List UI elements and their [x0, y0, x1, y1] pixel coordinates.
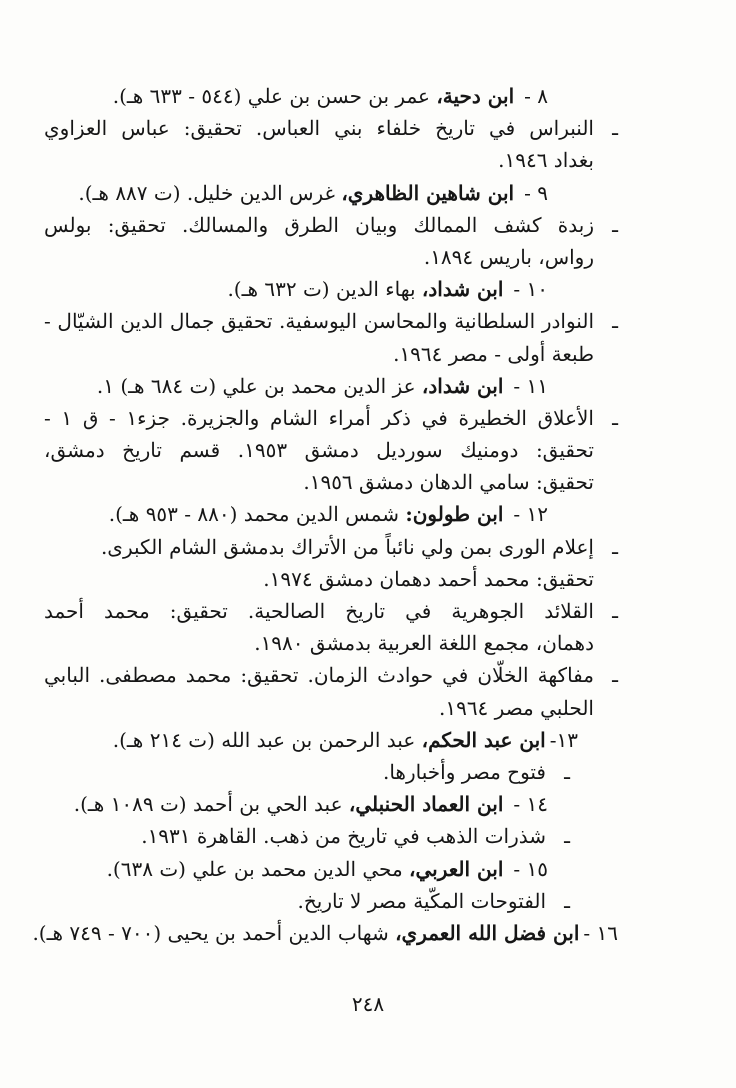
author-details: شمس الدين محمد (٨٨٠ - ٩٥٣ هـ).: [108, 502, 406, 527]
work-continuation: [44, 563, 618, 595]
work-line: [44, 756, 618, 788]
work-text: النبراس في تاريخ خلفاء بني العباس. تحقيق: عباس العزاوي: [44, 116, 594, 141]
work-continuation: [44, 434, 618, 466]
author-details: عبد الحي بن أحمد (ت ١٠٨٩ هـ).: [73, 792, 349, 817]
work-line: [44, 885, 618, 917]
entry-13: [44, 724, 618, 756]
work-text: فتوح مصر وأخبارها.: [382, 759, 546, 784]
work-continuation: [44, 627, 618, 659]
work-text: زبدة كشف الممالك وبيان الطرق والمسالك. تحقيق: بولس: [44, 212, 594, 237]
dash-marker: ـ: [564, 759, 570, 784]
author-name: ابن شداد،: [421, 277, 504, 302]
entry-number: ١١ -: [513, 373, 548, 398]
work-text: النوادر السلطانية والمحاسن اليوسفية. تحقيق جمال الدين الشيّال -: [44, 309, 594, 334]
work-text: تحقيق: دومنيك سورديل دمشق ١٩٥٣. قسم تاريخ دمشق،: [44, 438, 594, 463]
author-name: ابن العماد الحنبلي،: [348, 792, 504, 817]
work-text: الحلبي مصر ١٩٦٤.: [438, 695, 594, 720]
work-text: طبعة أولى - مصر ١٩٦٤.: [393, 341, 594, 366]
dash-marker: ـ: [612, 534, 618, 559]
work-text: مفاكهة الخلّان في حوادث الزمان. تحقيق: محمد مصطفى. البابي: [44, 663, 594, 688]
author-name: ابن دحية،: [436, 84, 515, 108]
work-line: [44, 402, 618, 434]
entry-number: ١٢ -: [513, 502, 548, 527]
work-text: بغداد ١٩٤٦.: [498, 148, 594, 173]
bibliography-page: [32, 80, 618, 949]
entry-12: [44, 498, 618, 530]
work-continuation: [44, 241, 618, 273]
work-continuation: [44, 338, 618, 370]
entry-11: [44, 370, 618, 402]
dash-marker: ـ: [612, 663, 618, 688]
entry-number: ١٠ -: [513, 277, 548, 302]
dash-marker: ـ: [564, 824, 570, 849]
entry-number: ١٥ -: [513, 856, 548, 881]
author-details: شهاب الدين أحمد بن يحيى (٧٠٠ - ٧٤٩ هـ).: [32, 920, 396, 945]
author-details: عبد الرحمن بن عبد الله (ت ٢١٤ هـ).: [112, 727, 422, 752]
work-continuation: [44, 144, 618, 176]
work-line: [44, 659, 618, 691]
work-text: الفتوحات المكّية مصر لا تاريخ.: [297, 888, 546, 913]
author-details: عز الدين محمد بن علي (ت ٦٨٤ هـ) ١.: [96, 373, 422, 398]
author-details: غرس الدين خليل. (ت ٨٨٧ هـ).: [78, 180, 342, 205]
dash-marker: ـ: [612, 599, 618, 623]
work-line: [44, 305, 618, 337]
work-line: [44, 595, 618, 627]
work-text: تحقيق: محمد أحمد دهمان دمشق ١٩٧٤.: [263, 566, 594, 591]
entry-9: [44, 177, 618, 209]
dash-marker: ـ: [612, 116, 618, 141]
dash-marker: ـ: [612, 212, 618, 237]
work-continuation: [44, 692, 618, 724]
entry-number: ٨ -: [524, 84, 548, 108]
work-text: الأعلاق الخطيرة في ذكر أمراء الشام والجزيرة. جزء١ - ق ١ -: [44, 405, 594, 430]
author-name: ابن عبد الحكم،: [421, 727, 546, 752]
work-line: [44, 820, 618, 852]
author-name: ابن شاهين الظاهري،: [341, 180, 515, 205]
dash-marker: ـ: [612, 309, 618, 334]
entry-16: [32, 917, 618, 949]
entry-number: ١٤ -: [513, 792, 548, 817]
work-text: شذرات الذهب في تاريخ من ذهب. القاهرة ١٩٣١.: [141, 824, 546, 849]
work-text: رواس، باريس ١٨٩٤.: [423, 244, 594, 269]
author-name: ابن طولون:: [405, 502, 504, 527]
author-details: عمر بن حسن بن علي (٥٤٤ - ٦٣٣ هـ).: [112, 84, 437, 108]
author-name: ابن فضل الله العمري،: [395, 920, 580, 945]
dash-marker: ـ: [612, 405, 618, 430]
work-line: [44, 112, 618, 144]
entry-number: ٩ -: [524, 180, 548, 205]
entry-number: ١٦ -: [583, 920, 618, 945]
work-line: [44, 209, 618, 241]
entry-8: [44, 80, 618, 112]
work-text: إعلام الورى بمن ولي نائباً من الأتراك بدمشق الشام الكبرى.: [100, 534, 594, 559]
work-continuation: [44, 466, 618, 498]
work-text: تحقيق: سامي الدهان دمشق ١٩٥٦.: [303, 470, 594, 495]
entry-number: ١٣-: [549, 727, 578, 752]
work-line: [44, 531, 618, 563]
author-name: ابن العربي،: [409, 856, 504, 881]
author-details: بهاء الدين (ت ٦٣٢ هـ).: [227, 277, 422, 302]
entry-10: [44, 273, 618, 305]
entry-14: [44, 788, 618, 820]
work-text: القلائد الجوهرية في تاريخ الصالحية. تحقيق: محمد أحمد: [44, 599, 594, 623]
author-name: ابن شداد،: [421, 373, 504, 398]
work-text: دهمان، مجمع اللغة العربية بدمشق ١٩٨٠.: [254, 631, 594, 656]
entry-15: [44, 853, 618, 885]
dash-marker: ـ: [564, 888, 570, 913]
page-number: ٢٤٨: [351, 992, 385, 1016]
author-details: محي الدين محمد بن علي (ت ٦٣٨).: [106, 856, 410, 881]
